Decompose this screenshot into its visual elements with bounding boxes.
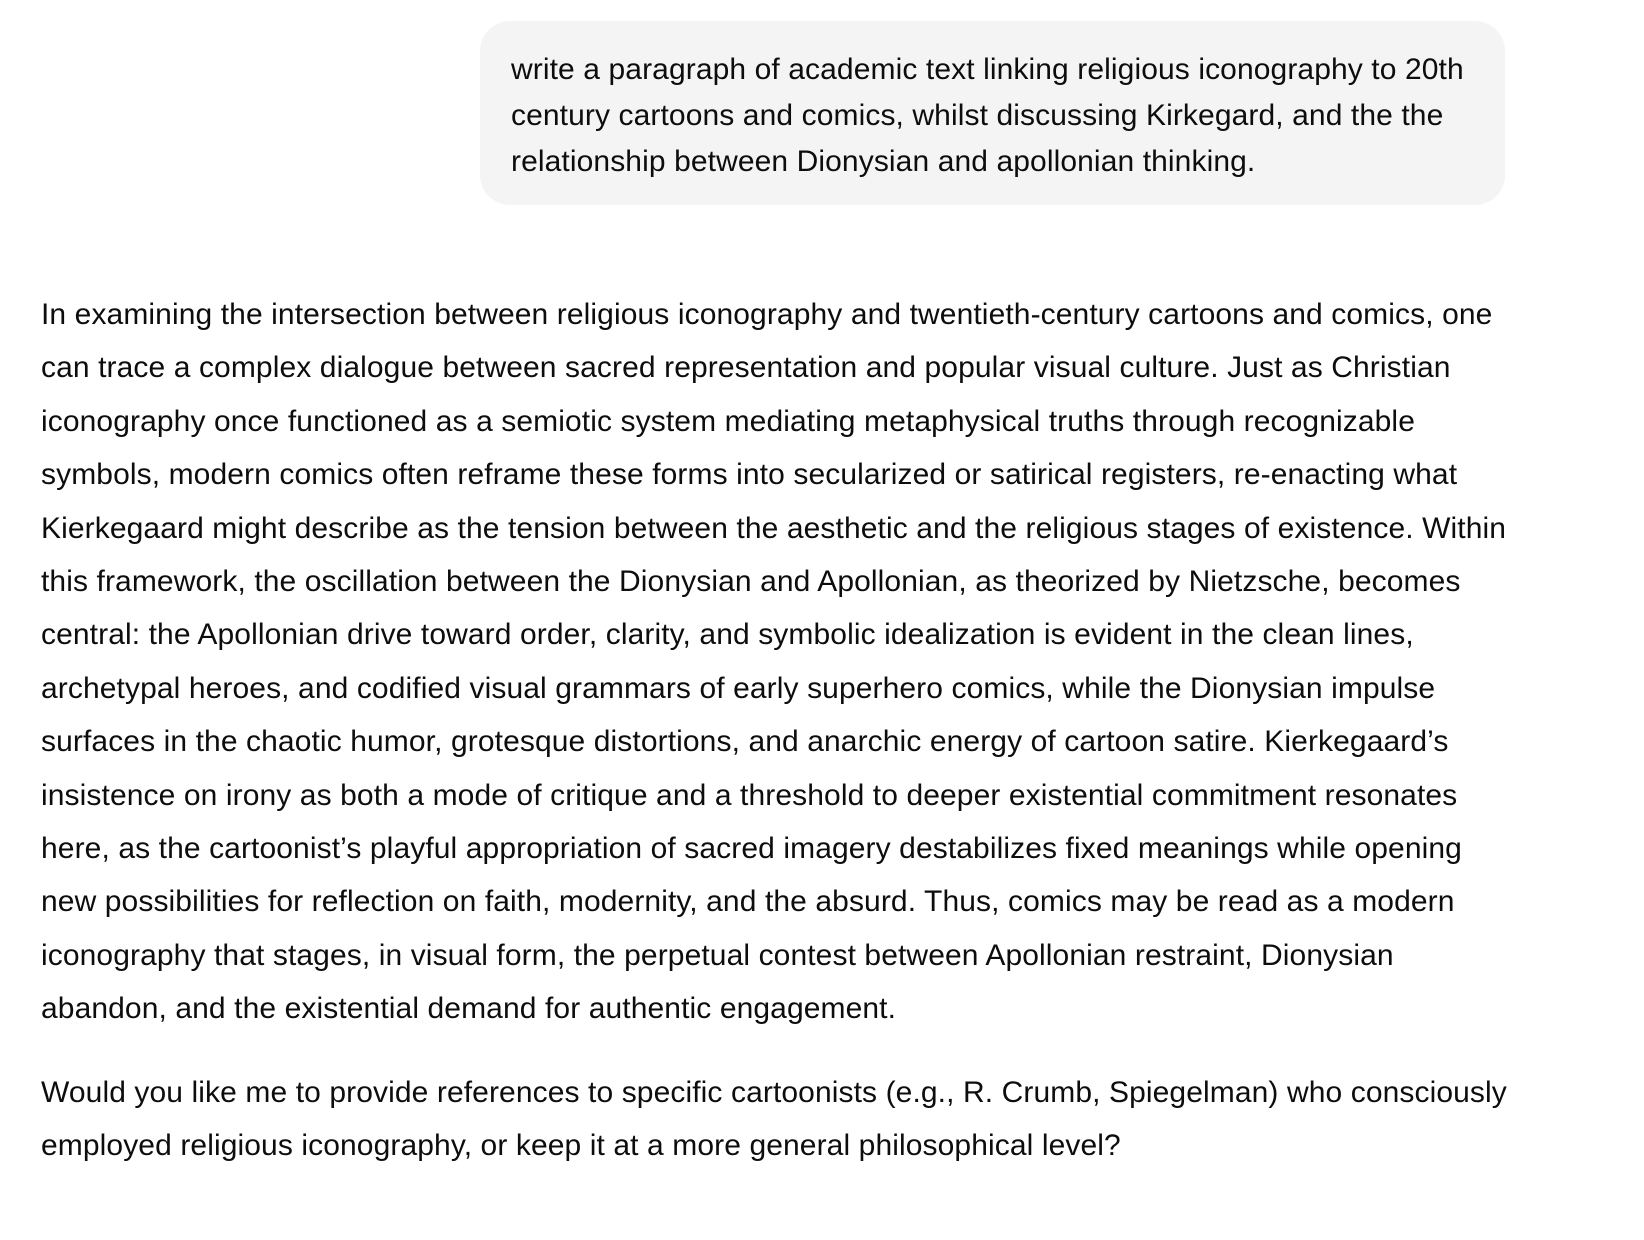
assistant-message xyxy=(41,288,1511,1173)
assistant-followup-question: Would you like me to provide references to specific cartoonists (e.g., R. Crumb, Spiegelman) who consciously employed religious iconography, or keep it at a more general philosophical level? xyxy=(41,1075,1507,1163)
user-message-text: write a paragraph of academic text linking religious iconography to 20th century cartoons and comics, whilst discussing Kirkegard, and the the relationship between Dionysian and apollonian thinking. xyxy=(511,53,1464,178)
assistant-paragraph: In examining the intersection between religious iconography and twentieth-century cartoons and comics, one can trace a complex dialogue between sacred representation and popular visual culture. Just as Christian iconography once functioned as a semiotic system mediating metaphysical truths through recognizable symbols, modern comics often reframe these forms into secularized or satirical registers, re-enacting what Kierkegaard might describe as the tension between the aesthetic and the religious stages of existence. Within this framework, the oscillation between the Dionysian and Apollonian, as theorized by Nietzsche, becomes central: the Apollonian drive toward order, clarity, and symbolic idealization is evident in the clean lines, archetypal heroes, and codified visual grammars of early superhero comics, while the Dionysian impulse surfaces in the chaotic humor, grotesque distortions, and anarchic energy of cartoon satire. Kierkegaard’s insistence on irony as both a mode of critique and a threshold to deeper existential commitment resonates here, as the cartoonist’s playful appropriation of sacred imagery destabilizes fixed meanings while opening new possibilities for reflection on faith, modernity, and the absurd. Thus, comics may be read as a modern iconography that stages, in visual form, the perpetual contest between Apollonian restraint, Dionysian abandon, and the existential demand for authentic engagement. xyxy=(41,298,1507,1026)
user-message-bubble xyxy=(480,21,1505,205)
